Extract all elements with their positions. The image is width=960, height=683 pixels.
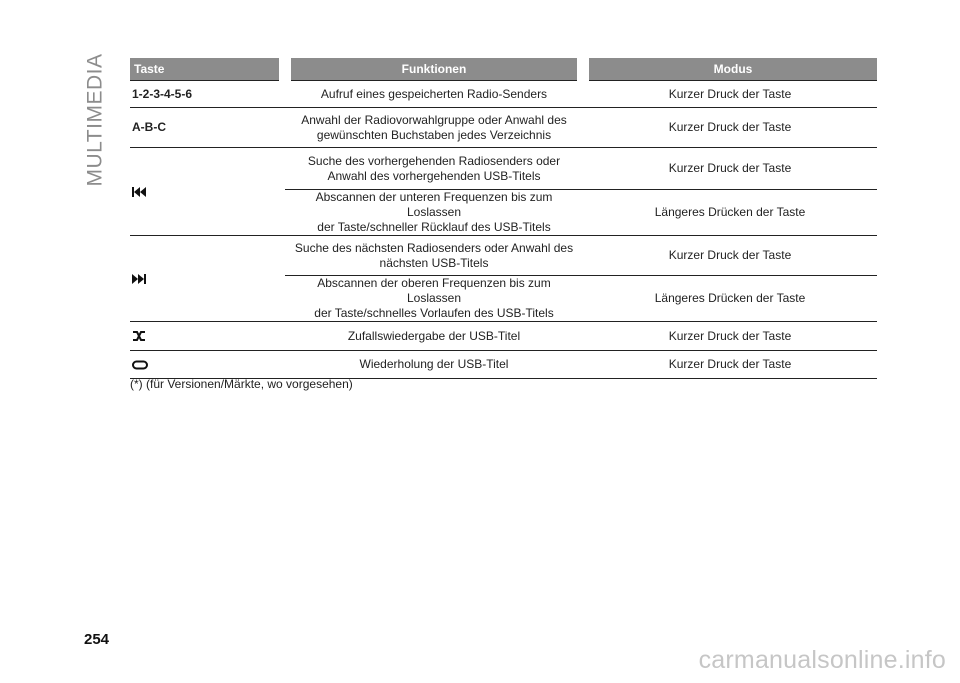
skip-previous-icon	[132, 187, 146, 197]
header-mode: Modus	[583, 58, 877, 81]
function-next-short-line2: nächsten USB-Titels	[379, 255, 489, 270]
function-previous-short-line2: Anwahl des vorhergehenden USB-Titels	[327, 168, 541, 183]
mode-presets: Kurzer Druck der Taste	[583, 81, 877, 108]
function-next-short	[285, 236, 583, 276]
skip-next-icon	[132, 274, 146, 284]
footnote: (*) (für Versionen/Märkte, wo vorgesehen)	[130, 377, 353, 391]
function-previous-short	[285, 148, 583, 190]
mode-shuffle: Kurzer Druck der Taste	[583, 322, 877, 351]
function-previous-long-line2: der Taste/schneller Rücklauf des USB-Titels	[317, 220, 551, 234]
mode-next-short: Kurzer Druck der Taste	[583, 236, 877, 276]
header-key: Taste	[130, 58, 285, 81]
mode-repeat: Kurzer Druck der Taste	[583, 351, 877, 379]
watermark: carmanualsonline.info	[698, 646, 946, 674]
section-tab	[84, 55, 106, 185]
repeat-icon	[132, 360, 148, 370]
function-next-long	[285, 276, 583, 322]
function-next-long-line1: Abscannen der oberen Frequenzen bis zum Loslassen	[317, 276, 551, 305]
section-title: MULTIMEDIA	[83, 53, 107, 187]
page-number: 254	[84, 631, 110, 648]
function-next-short-line1: Suche des nächsten Radiosenders oder Anwahl des	[294, 240, 574, 255]
table-row-next-short	[130, 236, 877, 276]
function-abc-line2: gewünschten Buchstaben jedes Verzeichnis	[316, 127, 552, 142]
function-presets: Aufruf eines gespeicherten Radio-Senders	[285, 81, 583, 108]
button-functions-table	[130, 58, 877, 379]
function-previous-long	[285, 190, 583, 236]
header-functions: Funktionen	[285, 58, 583, 81]
key-repeat	[130, 351, 285, 379]
table-row-shuffle	[130, 322, 877, 351]
mode-abc: Kurzer Druck der Taste	[583, 108, 877, 148]
key-shuffle	[130, 322, 285, 351]
mode-next-long: Längeres Drücken der Taste	[583, 276, 877, 322]
function-abc-line1: Anwahl der Radiovorwahlgruppe oder Anwahl des	[301, 112, 567, 127]
function-repeat: Wiederholung der USB-Titel	[285, 351, 583, 379]
function-abc	[285, 108, 583, 148]
table-row-presets	[130, 81, 877, 108]
key-abc: A-B-C	[130, 108, 285, 148]
function-shuffle: Zufallswiedergabe der USB-Titel	[285, 322, 583, 351]
function-previous-short-line1: Suche des vorhergehenden Radiosenders oder	[307, 153, 561, 168]
function-next-long-line2: der Taste/schnelles Vorlaufen des USB-Titels	[314, 306, 554, 320]
mode-previous-long: Längeres Drücken der Taste	[583, 190, 877, 236]
function-previous-long-line1: Abscannen der unteren Frequenzen bis zum Loslassen	[315, 190, 553, 219]
table-row-previous-short	[130, 148, 877, 190]
key-next	[130, 236, 285, 322]
mode-previous-short: Kurzer Druck der Taste	[583, 148, 877, 190]
table-row-abc	[130, 108, 877, 148]
shuffle-icon	[132, 330, 146, 342]
table-row-repeat	[130, 351, 877, 379]
key-previous	[130, 148, 285, 236]
key-presets: 1-2-3-4-5-6	[130, 81, 285, 108]
table-header-row	[130, 58, 877, 81]
